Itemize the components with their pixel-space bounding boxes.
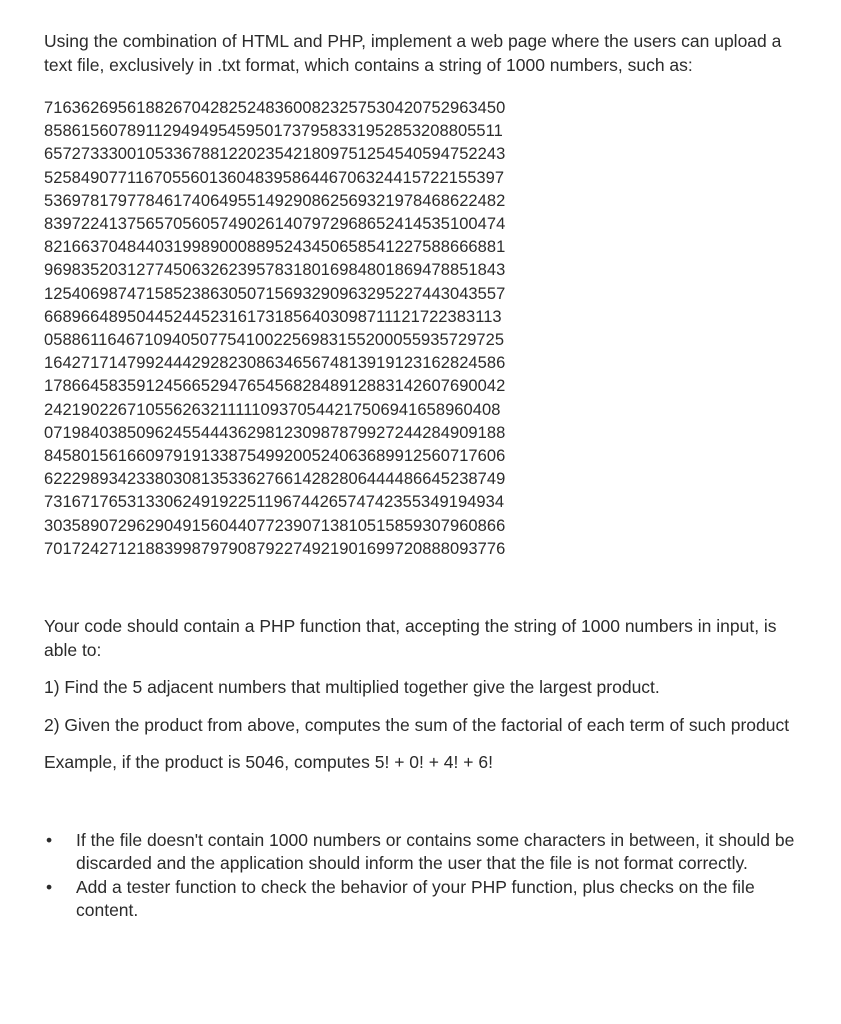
digit-line: 12540698747158523863050715693290963295227443043557 [44, 284, 506, 303]
digit-line: 24219022671055626321111109370544217506941658960408 [44, 400, 501, 419]
digit-line: 62229893423380308135336276614282806444486645238749 [44, 470, 506, 489]
document [44, 30, 804, 923]
digit-line: 52584907711670556013604839586446706324415722155397 [44, 168, 505, 187]
digit-line: 85861560789112949495459501737958331952853208805511 [44, 122, 503, 141]
digit-line: 16427171479924442928230863465674813919123162824586 [44, 354, 506, 373]
step-1: 1) Find the 5 adjacent numbers that multiplied together give the largest product. [44, 677, 660, 698]
digit-line: 07198403850962455444362981230987879927244284909188 [44, 423, 506, 442]
digit-line: 30358907296290491560440772390713810515859307960866 [44, 516, 506, 535]
bullet-text: Add a tester function to check the behavior of your PHP function, plus checks on the file content. [76, 876, 755, 921]
digit-line: 05886116467109405077541002256983155200055935729725 [44, 331, 505, 350]
digit-block [44, 97, 804, 561]
spec-paragraph: Your code should contain a PHP function that, accepting the string of 1000 numbers in input, is able to: [44, 616, 777, 660]
digit-line: 73167176531330624919225119674426574742355349194934 [44, 493, 505, 512]
digit-line: 83972241375657056057490261407972968652414535100474 [44, 215, 506, 234]
digit-line: 53697817977846174064955149290862569321978468622482 [44, 191, 506, 210]
bullet-icon: • [46, 876, 53, 897]
digit-line: 84580156166097919133875499200524063689912560717606 [44, 447, 506, 466]
step-2: 2) Given the product from above, computes the sum of the factorial of each term of such product [44, 714, 790, 735]
digit-line: 70172427121883998797908792274921901699720888093776 [44, 539, 506, 558]
intro-paragraph: Using the combination of HTML and PHP, implement a web page where the users can upload a text file, exclusively in .txt format, which contains a string of 1000 numbers, such as: [44, 31, 782, 75]
digit-line: 71636269561882670428252483600823257530420752963450 [44, 99, 506, 117]
bullet-text: If the file doesn't contain 1000 numbers or contains some characters in between, it should be discarded and the application should inform the user that the file is not format correctly. [76, 829, 795, 874]
digit-line: 96983520312774506326239578318016984801869478851843 [44, 261, 506, 280]
digit-line: 66896648950445244523161731856403098711121722383113 [44, 307, 502, 326]
list-item [44, 876, 804, 923]
digit-line: 65727333001053367881220235421809751254540594752243 [44, 145, 506, 164]
bullet-icon: • [46, 829, 53, 850]
digit-line: 82166370484403199890008895243450658541227588666881 [44, 238, 506, 257]
list-item [44, 829, 804, 876]
digit-line: 17866458359124566529476545682848912883142607690042 [44, 377, 506, 396]
requirements-list [44, 829, 804, 923]
example-line: Example, if the product is 5046, computes 5! + 0! + 4! + 6! [44, 752, 493, 773]
